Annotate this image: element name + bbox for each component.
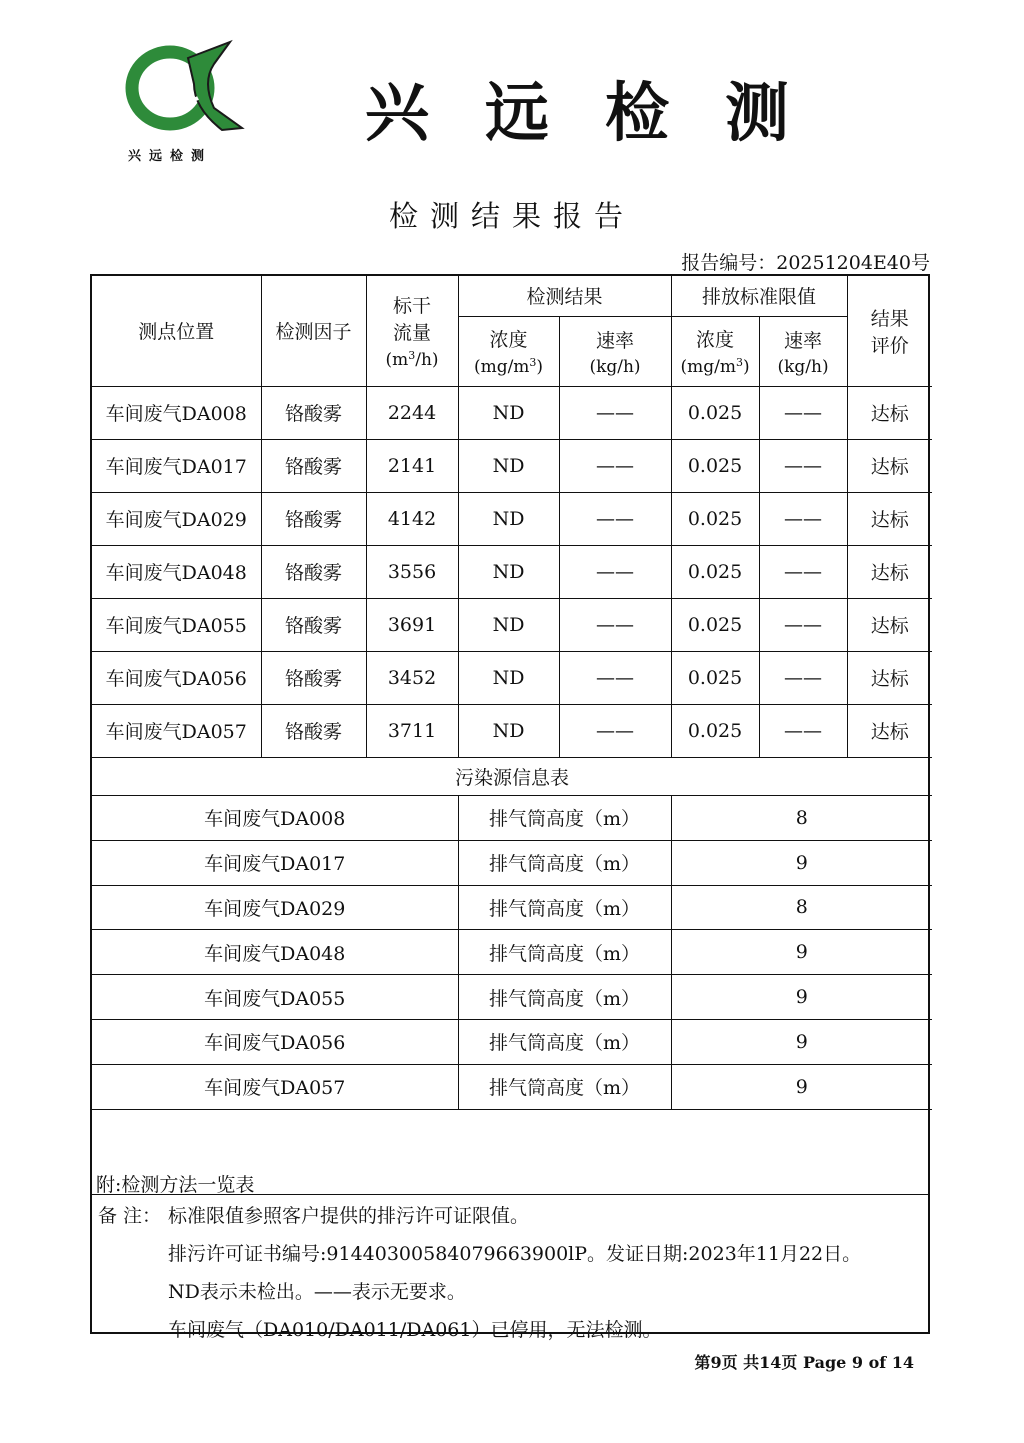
- cell-factor: 铬酸雾: [261, 651, 366, 704]
- cell-location: 车间废气DA017: [92, 439, 261, 492]
- source-table-caption: 污染源信息表: [92, 758, 932, 796]
- cell-location: 车间废气DA048: [92, 545, 261, 598]
- cell-factor: 铬酸雾: [261, 545, 366, 598]
- cell-rate: ——: [559, 651, 671, 704]
- cell-conc: ND: [458, 492, 559, 545]
- report-number: 报告编号：20251204E40号: [681, 252, 930, 274]
- appendix-title: 附:检测方法一览表: [96, 1174, 255, 1196]
- cell-factor: 铬酸雾: [261, 492, 366, 545]
- table-row: [92, 439, 932, 492]
- table-row: [92, 704, 932, 757]
- cell-eval: 达标: [847, 704, 932, 757]
- company-logo: [118, 38, 248, 133]
- page-footer: 第9页 共14页 Page 9 of 14: [694, 1353, 914, 1372]
- header-eval-line2: 评价: [870, 334, 909, 357]
- cell-limit-rate: ——: [759, 545, 847, 598]
- cell-rate: ——: [559, 386, 671, 439]
- cell-rate: ——: [559, 492, 671, 545]
- cell-limit-conc: 0.025: [671, 598, 759, 651]
- cell-flow: 3711: [366, 704, 458, 757]
- source-name: 车间废气DA029: [92, 885, 458, 930]
- cell-flow: 3691: [366, 598, 458, 651]
- cell-rate: ——: [559, 439, 671, 492]
- table-row: [92, 386, 932, 439]
- cell-flow: 3556: [366, 545, 458, 598]
- cell-location: 车间废气DA057: [92, 704, 261, 757]
- source-name: 车间废气DA057: [92, 1064, 458, 1109]
- header-flow: [366, 276, 458, 386]
- brand-title: 兴远检测: [365, 77, 845, 151]
- header-result-conc: 浓度 $(mg/m^3)$: [458, 316, 559, 386]
- header-location: 测点位置: [92, 276, 261, 386]
- cell-conc: ND: [458, 545, 559, 598]
- cell-eval: 达标: [847, 439, 932, 492]
- list-item: [92, 1019, 932, 1064]
- cell-limit-conc: 0.025: [671, 651, 759, 704]
- header-flow-line2: 流量: [392, 322, 431, 345]
- cell-limit-conc: 0.025: [671, 492, 759, 545]
- cell-limit-rate: ——: [759, 386, 847, 439]
- cell-rate: ——: [559, 598, 671, 651]
- header-limit-group: 排放标准限值: [671, 276, 847, 316]
- source-param: 排气筒高度（m）: [458, 840, 671, 885]
- cell-flow: 4142: [366, 492, 458, 545]
- cell-eval: 达标: [847, 386, 932, 439]
- header-factor: 检测因子: [261, 276, 366, 386]
- cell-limit-conc: 0.025: [671, 545, 759, 598]
- cell-limit-rate: ——: [759, 492, 847, 545]
- cell-limit-conc: 0.025: [671, 704, 759, 757]
- source-name: 车间废气DA056: [92, 1019, 458, 1064]
- list-item: [92, 840, 932, 885]
- cell-limit-rate: ——: [759, 439, 847, 492]
- source-param: 排气筒高度（m）: [458, 885, 671, 930]
- source-value: 8: [671, 885, 932, 930]
- cell-limit-conc: 0.025: [671, 439, 759, 492]
- source-name: 车间废气DA008: [92, 796, 458, 841]
- list-item: [92, 975, 932, 1020]
- source-name: 车间废气DA017: [92, 840, 458, 885]
- list-item: [92, 885, 932, 930]
- notes-section: [92, 1194, 928, 1341]
- source-value: 9: [671, 930, 932, 975]
- source-value: 9: [671, 840, 932, 885]
- cell-conc: ND: [458, 598, 559, 651]
- source-value: 8: [671, 796, 932, 841]
- cell-flow: 2141: [366, 439, 458, 492]
- source-value: 9: [671, 1064, 932, 1109]
- cell-conc: ND: [458, 704, 559, 757]
- cell-limit-rate: ——: [759, 704, 847, 757]
- list-item: [92, 1064, 932, 1109]
- cell-location: 车间废气DA056: [92, 651, 261, 704]
- source-param: 排气筒高度（m）: [458, 796, 671, 841]
- table-row: [92, 545, 932, 598]
- cell-location: 车间废气DA029: [92, 492, 261, 545]
- cell-location: 车间废气DA055: [92, 598, 261, 651]
- cell-eval: 达标: [847, 598, 932, 651]
- cell-limit-rate: ——: [759, 651, 847, 704]
- source-info-table: [92, 757, 932, 1110]
- notes-line: [98, 1201, 529, 1228]
- cell-limit-rate: ——: [759, 598, 847, 651]
- source-value: 9: [671, 975, 932, 1020]
- cell-eval: 达标: [847, 651, 932, 704]
- header-eval: [847, 276, 932, 386]
- cell-flow: 2244: [366, 386, 458, 439]
- source-value: 9: [671, 1019, 932, 1064]
- header-result-group: 检测结果: [458, 276, 671, 316]
- table-row: [92, 598, 932, 651]
- cell-factor: 铬酸雾: [261, 439, 366, 492]
- cell-flow: 3452: [366, 651, 458, 704]
- cell-eval: 达标: [847, 545, 932, 598]
- cell-factor: 铬酸雾: [261, 598, 366, 651]
- header-result-rate: 速率 (kg/h): [559, 316, 671, 386]
- header-flow-unit: $(m^3/h)$: [385, 349, 439, 371]
- source-param: 排气筒高度（m）: [458, 1064, 671, 1109]
- source-param: 排气筒高度（m）: [458, 930, 671, 975]
- source-param: 排气筒高度（m）: [458, 975, 671, 1020]
- table-row: [92, 492, 932, 545]
- notes-label: 备 注：: [98, 1205, 162, 1227]
- cell-location: 车间废气DA008: [92, 386, 261, 439]
- list-item: [92, 796, 932, 841]
- header-eval-line1: 结果: [870, 307, 909, 330]
- notes-line: 车间废气（DA010/DA011/DA061）已停用，无法检测。: [168, 1319, 662, 1341]
- report-frame: [90, 274, 930, 1341]
- notes-line: ND表示未检出。——表示无要求。: [168, 1281, 466, 1303]
- source-name: 车间废气DA048: [92, 930, 458, 975]
- source-name: 车间废气DA055: [92, 975, 458, 1020]
- cell-conc: ND: [458, 651, 559, 704]
- cell-limit-conc: 0.025: [671, 386, 759, 439]
- cell-factor: 铬酸雾: [261, 386, 366, 439]
- results-table: [92, 276, 932, 758]
- notes-line: 排污许可证书编号:91440300584079663900lP。发证日期:2023年11月22日。: [168, 1243, 862, 1265]
- cell-conc: ND: [458, 439, 559, 492]
- list-item: [92, 930, 932, 975]
- source-param: 排气筒高度（m）: [458, 1019, 671, 1064]
- header-limit-rate: 速率 (kg/h): [759, 316, 847, 386]
- table-row: [92, 651, 932, 704]
- logo-caption: 兴远检测: [128, 149, 213, 164]
- header-flow-line1: 标干: [392, 295, 431, 318]
- report-title: 检测结果报告: [388, 199, 635, 233]
- cell-conc: ND: [458, 386, 559, 439]
- cell-rate: ——: [559, 704, 671, 757]
- cell-eval: 达标: [847, 492, 932, 545]
- notes-text: 标准限值参照客户提供的排污许可证限值。: [168, 1205, 530, 1227]
- logo-tail: [158, 96, 198, 103]
- header-limit-conc: 浓度 $(mg/m^3)$: [671, 316, 759, 386]
- cell-rate: ——: [559, 545, 671, 598]
- cell-factor: 铬酸雾: [261, 704, 366, 757]
